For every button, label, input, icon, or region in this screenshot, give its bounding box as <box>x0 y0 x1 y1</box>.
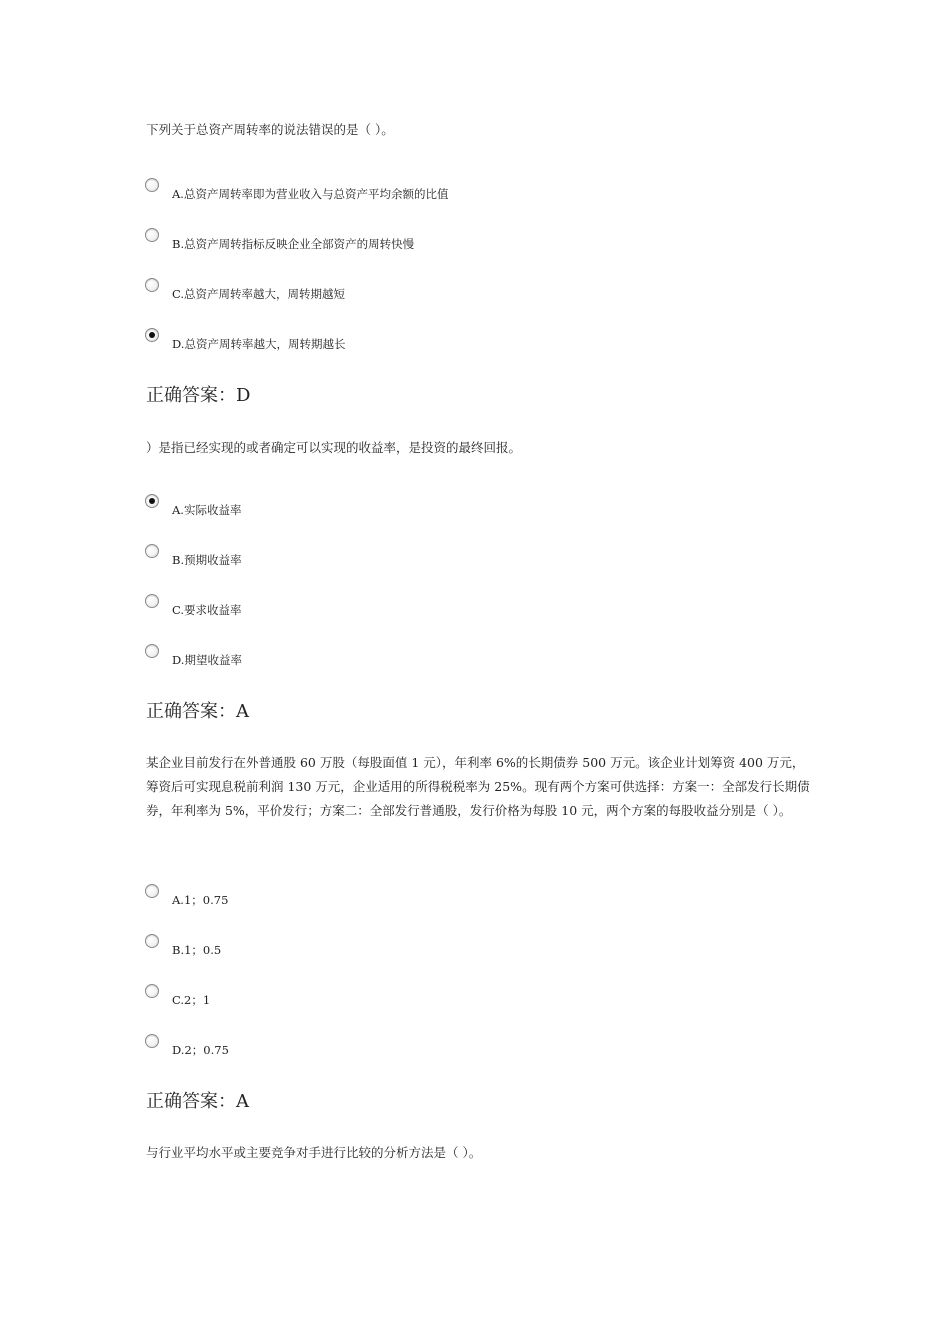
option-label: B.1；0.5 <box>172 943 222 957</box>
question-3-text: 某企业目前发行在外普通股 60 万股（每股面值 1 元），年利率 6%的长期债券 500 万元。该企业计划筹资 400 万元，筹资后可实现息税前利润 130 万元，企业适用的所得税税率为 25%。现有两个方案可供选择：方案一：全部发行长期债券，年利率为 5%，平价发行；方案二：全部发行普通股，发行价格为每股 10 元，两个方案的每股收益分别是（ ）。 <box>146 755 810 818</box>
radio-unchecked-icon[interactable] <box>145 984 159 998</box>
radio-checked-icon[interactable] <box>145 328 159 342</box>
radio-unchecked-icon[interactable] <box>145 644 159 658</box>
option-label: D.2；0.75 <box>172 1043 229 1057</box>
option-label: B.总资产周转指标反映企业全部资产的周转快慢 <box>172 237 415 251</box>
radio-unchecked-icon[interactable] <box>145 278 159 292</box>
question-2-option-b[interactable] <box>144 544 744 574</box>
option-label: C.总资产周转率越大，周转期越短 <box>172 287 346 301</box>
radio-unchecked-icon[interactable] <box>145 1034 159 1048</box>
radio-unchecked-icon[interactable] <box>145 594 159 608</box>
question-3-option-b[interactable] <box>144 934 744 964</box>
question-1-option-a[interactable] <box>144 178 744 208</box>
option-label: A.总资产周转率即为营业收入与总资产平均余额的比值 <box>172 187 449 201</box>
option-label: A.实际收益率 <box>172 503 242 517</box>
question-2-text: ）是指已经实现的或者确定可以实现的收益率，是投资的最终回报。 <box>146 440 522 455</box>
question-2-option-d[interactable] <box>144 644 744 674</box>
radio-unchecked-icon[interactable] <box>145 178 159 192</box>
radio-unchecked-icon[interactable] <box>145 934 159 948</box>
question-3-option-a[interactable] <box>144 884 744 914</box>
radio-unchecked-icon[interactable] <box>145 544 159 558</box>
question-2-option-c[interactable] <box>144 594 744 624</box>
question-2-option-a[interactable] <box>144 494 744 524</box>
question-3-correct-answer: 正确答案：A <box>146 1091 249 1112</box>
radio-unchecked-icon[interactable] <box>145 884 159 898</box>
option-label: D.总资产周转率越大，周转期越长 <box>172 337 346 351</box>
question-1-option-c[interactable] <box>144 278 744 308</box>
question-2-correct-answer: 正确答案：A <box>146 701 249 722</box>
option-label: C.2；1 <box>172 993 211 1007</box>
question-4-text: 与行业平均水平或主要竞争对手进行比较的分析方法是（ ）。 <box>146 1145 482 1160</box>
option-label: B.预期收益率 <box>172 553 242 567</box>
question-1-option-d[interactable] <box>144 328 744 358</box>
question-1-correct-answer: 正确答案：D <box>146 385 251 406</box>
option-label: A.1；0.75 <box>172 893 229 907</box>
question-1-option-b[interactable] <box>144 228 744 258</box>
radio-checked-icon[interactable] <box>145 494 159 508</box>
radio-unchecked-icon[interactable] <box>145 228 159 242</box>
question-3-option-c[interactable] <box>144 984 744 1014</box>
option-label: D.期望收益率 <box>172 653 242 667</box>
question-3-option-d[interactable] <box>144 1034 744 1064</box>
option-label: C.要求收益率 <box>172 603 242 617</box>
question-1-text: 下列关于总资产周转率的说法错误的是（ ）。 <box>146 122 394 137</box>
